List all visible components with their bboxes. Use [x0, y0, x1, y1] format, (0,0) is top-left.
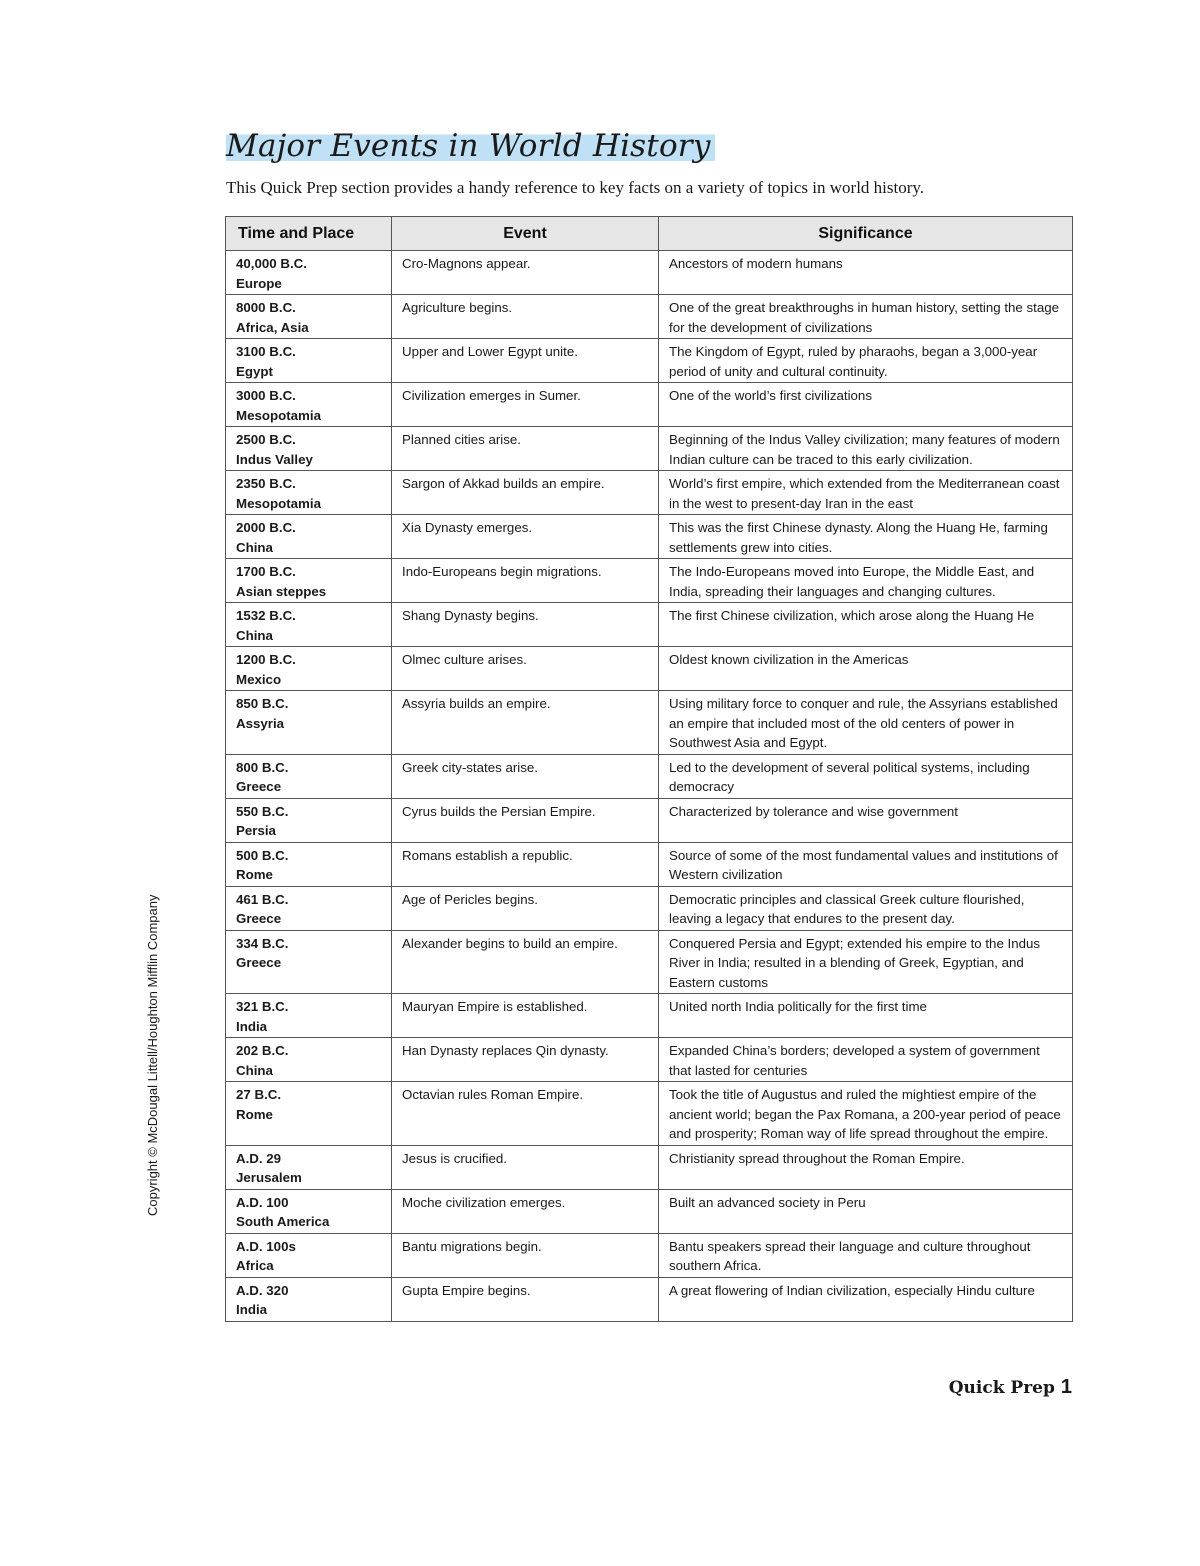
intro-text: This Quick Prep section provides a handy reference to key facts on a variety of topics in world history.: [226, 178, 925, 197]
cell-time-and-place: [226, 1233, 392, 1277]
row-event: Mauryan Empire is established.: [402, 999, 588, 1014]
row-place: Indus Valley: [236, 451, 313, 467]
copyright-text: Copyright © McDougal Littell/Houghton Mifflin Company: [145, 894, 160, 1216]
table-row: [226, 1145, 1073, 1189]
row-date: 1700 B.C.: [236, 564, 296, 579]
row-date: 2350 B.C.: [236, 476, 296, 491]
row-date: 8000 B.C.: [236, 300, 296, 315]
row-date: 202 B.C.: [236, 1043, 289, 1058]
row-significance: Beginning of the Indus Valley civilization; many features of modern Indian culture can be traced to this early civilization.: [669, 432, 1060, 467]
cell-significance: [659, 842, 1073, 886]
row-date: 3100 B.C.: [236, 344, 296, 359]
cell-time-and-place: [226, 798, 392, 842]
cell-significance: [659, 295, 1073, 339]
header-significance: Significance: [659, 217, 1073, 251]
table-row: [226, 798, 1073, 842]
row-significance: World’s first empire, which extended from the Mediterranean coast in the west to present-day Iran in the east: [669, 476, 1060, 511]
row-place: Mesopotamia: [236, 407, 321, 423]
row-significance: Took the title of Augustus and ruled the mightiest empire of the ancient world; began the Pax Romana, a 200-year period of peace and prosperity; Roman way of life spread throughout the empire.: [669, 1087, 1061, 1141]
table-row: [226, 295, 1073, 339]
cell-significance: [659, 647, 1073, 691]
row-event: Romans establish a republic.: [402, 847, 573, 863]
table-row: [226, 886, 1073, 930]
cell-significance: [659, 994, 1073, 1038]
table-row: [226, 427, 1073, 471]
row-date: 40,000 B.C.: [236, 256, 307, 271]
table-row: [226, 1038, 1073, 1082]
row-significance: Bantu speakers spread their language and culture throughout southern Africa.: [669, 1238, 1031, 1273]
cell-time-and-place: [226, 383, 392, 427]
row-significance: Characterized by tolerance and wise government: [669, 803, 958, 819]
row-place: Jerusalem: [236, 1170, 302, 1185]
cell-time-and-place: [226, 251, 392, 295]
row-place: China: [236, 539, 273, 555]
row-date: 550 B.C.: [236, 803, 289, 819]
cell-time-and-place: [226, 930, 392, 994]
row-event: Gupta Empire begins.: [402, 1282, 531, 1298]
row-date: 321 B.C.: [236, 999, 289, 1014]
cell-event: [392, 1038, 659, 1082]
row-significance: Oldest known civilization in the Americas: [669, 652, 909, 667]
cell-event: [392, 754, 659, 798]
row-place: Mexico: [236, 671, 282, 687]
row-event: Olmec culture arises.: [402, 652, 527, 667]
cell-significance: [659, 515, 1073, 559]
row-significance: Conquered Persia and Egypt; extended his empire to the Indus River in India; resulted in a blending of Greek, Egyptian, and Eastern customs: [669, 935, 1041, 990]
row-significance: Ancestors of modern humans: [669, 256, 843, 271]
row-significance: United north India politically for the first time: [669, 999, 927, 1014]
row-significance: The first Chinese civilization, which arose along the Huang He: [669, 608, 1035, 623]
row-event: Octavian rules Roman Empire.: [402, 1087, 584, 1102]
row-date: A.D. 29: [236, 1150, 282, 1166]
row-significance: Democratic principles and classical Greek culture flourished, leaving a legacy that endures to the present day.: [669, 891, 1025, 926]
table-row: [226, 1082, 1073, 1146]
row-place: Africa: [236, 1258, 274, 1273]
cell-event: [392, 383, 659, 427]
row-significance: Led to the development of several political systems, including democracy: [669, 759, 1030, 794]
row-place: Assyria: [236, 715, 285, 731]
cell-event: [392, 1145, 659, 1189]
cell-significance: [659, 251, 1073, 295]
row-date: A.D. 320: [236, 1282, 289, 1298]
row-place: Mesopotamia: [236, 495, 321, 511]
row-place: Egypt: [236, 363, 273, 379]
cell-event: [392, 647, 659, 691]
row-date: 3000 B.C.: [236, 388, 296, 403]
table-header-row: [226, 217, 1073, 251]
page-number: 1: [1060, 1376, 1072, 1398]
cell-time-and-place: [226, 515, 392, 559]
cell-significance: [659, 798, 1073, 842]
cell-significance: [659, 1277, 1073, 1321]
row-significance: Built an advanced society in Peru: [669, 1194, 866, 1210]
page-title: Major Events in World History: [226, 128, 715, 164]
row-place: India: [236, 1302, 268, 1317]
header-event: Event: [392, 217, 659, 251]
table-row: [226, 647, 1073, 691]
row-event: Han Dynasty replaces Qin dynasty.: [402, 1043, 609, 1058]
row-event: Xia Dynasty emerges.: [402, 520, 533, 535]
cell-time-and-place: [226, 603, 392, 647]
cell-time-and-place: [226, 842, 392, 886]
cell-event: [392, 1233, 659, 1277]
row-date: 334 B.C.: [236, 935, 289, 951]
cell-event: [392, 251, 659, 295]
cell-event: [392, 1082, 659, 1146]
row-date: A.D. 100: [236, 1194, 289, 1210]
row-significance: Source of some of the most fundamental values and institutions of Western civilization: [669, 847, 1058, 882]
cell-significance: [659, 471, 1073, 515]
row-place: Rome: [236, 867, 273, 882]
row-event: Jesus is crucified.: [402, 1150, 507, 1166]
cell-significance: [659, 1082, 1073, 1146]
cell-time-and-place: [226, 471, 392, 515]
cell-time-and-place: [226, 886, 392, 930]
cell-time-and-place: [226, 1145, 392, 1189]
row-place: Asian steppes: [236, 583, 327, 599]
cell-time-and-place: [226, 427, 392, 471]
cell-time-and-place: [226, 691, 392, 755]
row-place: Rome: [236, 1106, 273, 1122]
cell-time-and-place: [226, 1189, 392, 1233]
cell-significance: [659, 691, 1073, 755]
cell-time-and-place: [226, 559, 392, 603]
footer-label: Quick Prep: [948, 1378, 1055, 1398]
table-row: [226, 515, 1073, 559]
row-event: Agriculture begins.: [402, 300, 513, 315]
table-row: [226, 1189, 1073, 1233]
cell-significance: [659, 603, 1073, 647]
cell-event: [392, 798, 659, 842]
header-time-and-place: Time and Place: [226, 217, 392, 251]
table-row: [226, 994, 1073, 1038]
row-significance: A great flowering of Indian civilization, especially Hindu culture: [669, 1282, 1035, 1298]
cell-significance: [659, 1145, 1073, 1189]
row-significance: One of the world’s first civilizations: [669, 388, 872, 403]
table-row: [226, 930, 1073, 994]
row-place: Africa, Asia: [236, 319, 309, 335]
row-place: Europe: [236, 275, 282, 291]
page-footer: [949, 1376, 1072, 1399]
cell-significance: [659, 427, 1073, 471]
cell-time-and-place: [226, 1038, 392, 1082]
row-event: Upper and Lower Egypt unite.: [402, 344, 578, 359]
cell-event: [392, 842, 659, 886]
row-event: Moche civilization emerges.: [402, 1194, 566, 1210]
table-row: [226, 471, 1073, 515]
row-event: Cro-Magnons appear.: [402, 256, 531, 271]
row-event: Shang Dynasty begins.: [402, 608, 539, 623]
cell-event: [392, 471, 659, 515]
copyright-sidebar: [145, 894, 163, 1566]
row-significance: The Indo-Europeans moved into Europe, the Middle East, and India, spreading their languages and changing cultures.: [669, 564, 1035, 599]
row-event: Indo-Europeans begin migrations.: [402, 564, 602, 579]
table-row: [226, 559, 1073, 603]
row-event: Alexander begins to build an empire.: [402, 935, 618, 951]
row-date: 1532 B.C.: [236, 608, 296, 623]
cell-time-and-place: [226, 339, 392, 383]
cell-event: [392, 1277, 659, 1321]
row-event: Greek city-states arise.: [402, 759, 538, 775]
row-date: 461 B.C.: [236, 891, 289, 907]
row-place: India: [236, 1018, 268, 1034]
cell-event: [392, 886, 659, 930]
row-date: A.D. 100s: [236, 1238, 296, 1254]
cell-event: [392, 603, 659, 647]
row-date: 2000 B.C.: [236, 520, 296, 535]
cell-event: [392, 691, 659, 755]
row-place: Persia: [236, 823, 276, 838]
cell-time-and-place: [226, 1277, 392, 1321]
row-date: 2500 B.C.: [236, 432, 296, 447]
row-significance: Expanded China’s borders; developed a system of government that lasted for centuries: [669, 1043, 1040, 1078]
cell-time-and-place: [226, 754, 392, 798]
row-place: China: [236, 1062, 273, 1078]
table-row: [226, 842, 1073, 886]
cell-time-and-place: [226, 994, 392, 1038]
cell-event: [392, 339, 659, 383]
row-event: Assyria builds an empire.: [402, 696, 551, 711]
cell-event: [392, 930, 659, 994]
cell-event: [392, 295, 659, 339]
row-date: 850 B.C.: [236, 696, 289, 711]
cell-significance: [659, 383, 1073, 427]
cell-time-and-place: [226, 295, 392, 339]
cell-event: [392, 994, 659, 1038]
table-row: [226, 1233, 1073, 1277]
table-row: [226, 603, 1073, 647]
row-significance: The Kingdom of Egypt, ruled by pharaohs, began a 3,000-year period of unity and cultural continuity.: [669, 344, 1038, 379]
row-place: Greece: [236, 779, 282, 794]
table-row: [226, 1277, 1073, 1321]
cell-event: [392, 515, 659, 559]
row-significance: Using military force to conquer and rule, the Assyrians established an empire that included most of the old centers of power in Southwest Asia and Egypt.: [669, 696, 1058, 750]
row-event: Bantu migrations begin.: [402, 1238, 542, 1254]
row-event: Age of Pericles begins.: [402, 891, 539, 907]
events-table-body: [226, 251, 1073, 1322]
row-place: Greece: [236, 911, 282, 926]
cell-significance: [659, 1233, 1073, 1277]
row-event: Planned cities arise.: [402, 432, 521, 447]
cell-time-and-place: [226, 647, 392, 691]
cell-significance: [659, 886, 1073, 930]
table-row: [226, 691, 1073, 755]
cell-significance: [659, 339, 1073, 383]
row-place: China: [236, 627, 273, 643]
cell-event: [392, 559, 659, 603]
cell-event: [392, 427, 659, 471]
row-place: South America: [236, 1214, 330, 1229]
cell-significance: [659, 1038, 1073, 1082]
row-significance: One of the great breakthroughs in human history, setting the stage for the development of civilizations: [669, 300, 1060, 335]
table-row: [226, 251, 1073, 295]
row-event: Sargon of Akkad builds an empire.: [402, 476, 605, 491]
row-significance: Christianity spread throughout the Roman Empire.: [669, 1150, 965, 1166]
cell-significance: [659, 559, 1073, 603]
cell-significance: [659, 1189, 1073, 1233]
row-place: Greece: [236, 955, 282, 970]
cell-significance: [659, 754, 1073, 798]
row-event: Cyrus builds the Persian Empire.: [402, 803, 596, 819]
row-date: 500 B.C.: [236, 847, 289, 863]
row-date: 1200 B.C.: [236, 652, 296, 667]
cell-time-and-place: [226, 1082, 392, 1146]
table-row: [226, 383, 1073, 427]
row-date: 800 B.C.: [236, 759, 289, 775]
cell-significance: [659, 930, 1073, 994]
row-date: 27 B.C.: [236, 1087, 282, 1102]
table-row: [226, 339, 1073, 383]
row-significance: This was the first Chinese dynasty. Along the Huang He, farming settlements grew into cities.: [669, 520, 1048, 555]
table-row: [226, 754, 1073, 798]
row-event: Civilization emerges in Sumer.: [402, 388, 581, 403]
events-table: [225, 216, 1073, 1322]
cell-event: [392, 1189, 659, 1233]
